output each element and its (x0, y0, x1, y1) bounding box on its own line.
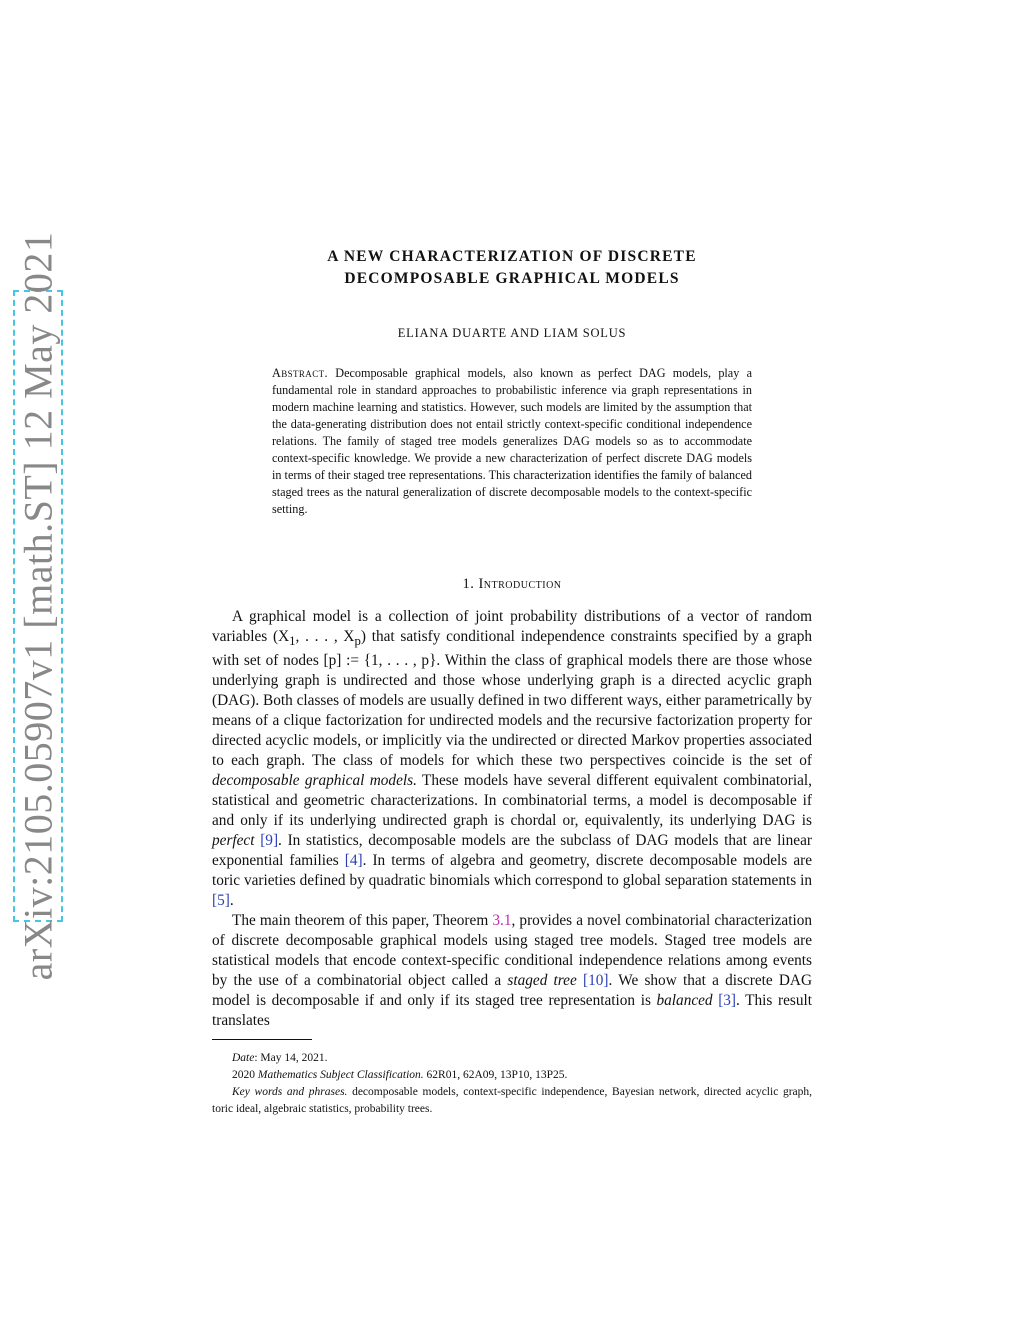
text-run: . In statistics, decomposable models are the subclass of DAG models that are linear exponential families (212, 832, 812, 870)
citation-link[interactable]: [9] (260, 832, 279, 850)
authors: ELIANA DUARTE AND LIAM SOLUS (397, 326, 627, 340)
title-line-1: A NEW CHARACTERIZATION OF DISCRETE (327, 248, 697, 265)
citation-link[interactable]: [3] (718, 992, 737, 1010)
msc-year: 2020 (232, 1069, 258, 1082)
citation-link[interactable]: [5] (212, 892, 230, 910)
msc-label: Mathematics Subject Classification. (257, 1069, 424, 1082)
keywords-label: Key words and phrases. (232, 1086, 348, 1099)
body-text (212, 607, 812, 1031)
abstract-text: Decomposable graphical models, also known as perfect DAG models, play a fundamental role in standard approaches to probabilistic inference via graph representations in modern machine learning and statistics. However, such models are limited by the assumption that the data-generating distribution does not entail strictly context-specific conditional independence relations. The family of staged tree models generalizes DAG models so as to accommodate context-specific knowledge. We provide a new characterization of perfect discrete DAG models in terms of their staged tree representations. This characterization identifies the family of balanced staged trees as the natural generalization of discrete decomposable models to the context-specific setting. (272, 366, 752, 516)
emphasis: balanced (656, 992, 713, 1010)
arxiv-stamp (13, 231, 63, 981)
emphasis: staged tree (507, 972, 577, 990)
text-run: , . . . , X (295, 628, 355, 645)
citation-link[interactable]: [10] (582, 972, 609, 990)
abstract-label: Abstract. (272, 366, 328, 380)
text-run: , provides a novel combinatorial characterization of discrete decomposable graphical models using staged tree models. Staged tree models are statistical models that encode context-specific conditional independence relations among events by the use of a combinatorial object called a (212, 912, 812, 990)
footnotes (212, 1050, 812, 1118)
text-run: . (229, 892, 234, 910)
paragraph-1 (212, 607, 812, 911)
text-run: . We show that a discrete DAG model is decomposable if and only if its staged tree representation is (212, 972, 812, 1010)
text-run: . In terms of algebra and geometry, discrete decomposable models are toric varieties defined by quadratic binomials which correspond to global separation statements in (212, 852, 812, 890)
text-run: ) that satisfy conditional independence constraints specified by a graph with set of nodes [p] := {1, . . . , p}. Within the class of graphical models there are those whose underlying graph is undirected and those whose underlying graph is a directed acyclic graph (DAG). Both classes of models are usually defined in two different ways, either parametrically by means of a clique factorization for undirected models and the recursive factorization property for directed acyclic models, or implicitly via the undirected or directed Markov properties associated to each graph. The class of models for which these two perspectives coincide is the set of (212, 628, 812, 770)
subscript: p (354, 634, 361, 649)
emphasis: perfect (212, 832, 255, 850)
section-title: Introduction (478, 576, 562, 592)
section-heading (212, 576, 812, 593)
section-number: 1. (462, 576, 475, 592)
keywords-value: decomposable models, context-specific independence, Bayesian network, directed acyclic graph, toric ideal, algebraic statistics, probability trees. (212, 1086, 812, 1116)
subscript: 1 (289, 634, 296, 649)
title-line-2: DECOMPOSABLE GRAPHICAL MODELS (344, 270, 680, 287)
theorem-link[interactable]: 3.1 (492, 912, 512, 930)
paper-title (212, 246, 812, 290)
text-run: . This result translates (212, 992, 812, 1030)
footnote-date (212, 1050, 812, 1067)
msc-value: 62R01, 62A09, 13P10, 13P25. (423, 1069, 568, 1082)
footnote-rule (212, 1039, 312, 1040)
paragraph-2 (212, 911, 812, 1031)
text-run: A graphical model is a collection of joint probability distributions of a vector of random variables (X (212, 608, 812, 645)
date-value: : May 14, 2021. (254, 1052, 328, 1065)
paper-page (212, 246, 812, 1118)
date-label: Date (232, 1052, 255, 1065)
footnote-keywords (212, 1084, 812, 1118)
text-run: The main theorem of this paper, Theorem (232, 912, 493, 930)
text-run: These models have several different equivalent combinatorial, statistical and geometric characterizations. In combinatorial terms, a model is decomposable if and only if its underlying undirected graph is chordal or, equivalently, its underlying DAG is (212, 772, 812, 830)
abstract (272, 365, 752, 518)
footnote-msc (212, 1067, 812, 1084)
citation-link[interactable]: [4] (344, 852, 363, 870)
emphasis: decomposable graphical models. (212, 772, 417, 790)
arxiv-identifier: arXiv:2105.05907v1 [math.ST] 12 May 2021 (15, 231, 61, 981)
